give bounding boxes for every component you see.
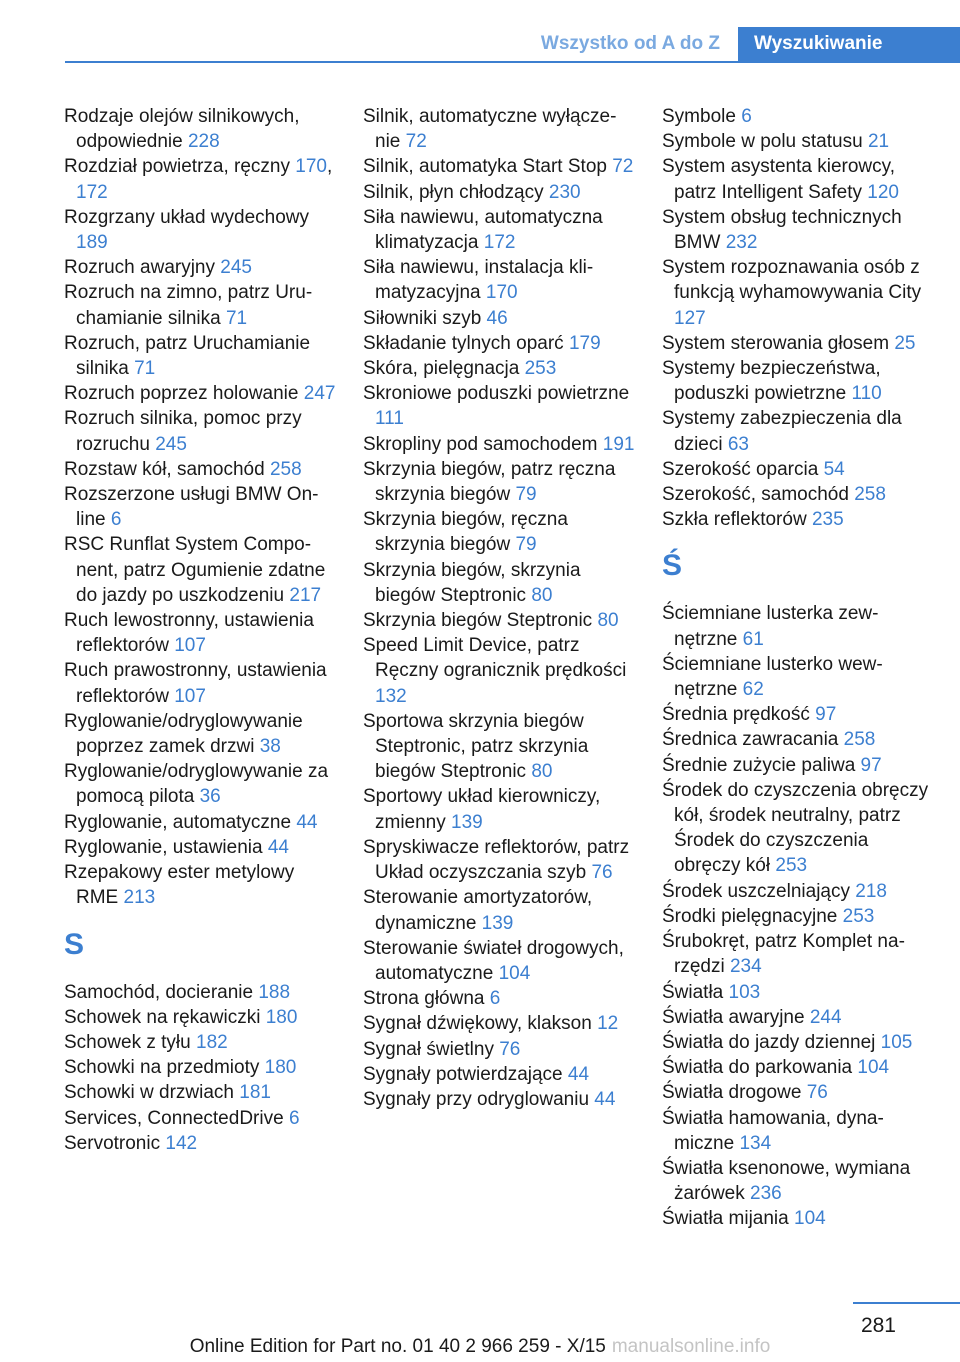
entry-term: Rodzaje olejów silnikowych, odpowiednie bbox=[64, 106, 300, 153]
entry-term: Środki pielęgnacyjne bbox=[662, 905, 838, 927]
page-link[interactable]: 232 bbox=[725, 232, 758, 254]
index-entry bbox=[64, 457, 336, 482]
index-entry bbox=[64, 1005, 336, 1030]
index-entry bbox=[363, 356, 635, 381]
entry-term: Servotronic bbox=[64, 1132, 161, 1154]
index-entry bbox=[363, 457, 635, 507]
entry-term: Skrzynia biegów, skrzynia biegów Steptronic bbox=[363, 559, 581, 606]
entry-term: Ryglowanie, automatyczne bbox=[64, 811, 292, 833]
index-entry bbox=[363, 709, 635, 785]
index-entry bbox=[64, 205, 336, 255]
page-link[interactable]: 104 bbox=[857, 1057, 890, 1079]
page-link[interactable]: 213 bbox=[123, 887, 156, 909]
entry-term: Światła awaryjne bbox=[662, 1006, 805, 1028]
page-link[interactable]: 21 bbox=[867, 131, 890, 153]
entry-term: Składanie tylnych oparć bbox=[363, 332, 564, 354]
index-entry bbox=[363, 180, 635, 205]
entry-term: Skrzynia biegów, ręczna skrzynia biegów bbox=[363, 509, 568, 556]
entry-term: Systemy zabezpieczenia dla dzieci bbox=[662, 408, 902, 455]
entry-term: Samochód, docieranie bbox=[64, 981, 254, 1003]
entry-term: Strona główna bbox=[363, 988, 485, 1010]
page-link[interactable]: 79 bbox=[515, 484, 537, 506]
page-link[interactable]: 61 bbox=[742, 628, 764, 650]
index-entry bbox=[363, 558, 635, 608]
page-link[interactable]: 97 bbox=[815, 704, 837, 726]
index-entry bbox=[64, 759, 336, 809]
index-entry bbox=[363, 104, 635, 154]
entry-term: Symbole bbox=[662, 106, 736, 127]
index-entry bbox=[662, 104, 934, 129]
page-link[interactable]: 46 bbox=[486, 307, 508, 329]
entry-term: Skrzynia biegów, patrz ręczna skrzynia biegów bbox=[363, 458, 616, 506]
page-link[interactable]: 76 bbox=[591, 862, 613, 884]
index-entry bbox=[363, 255, 635, 305]
index-entry bbox=[662, 980, 934, 1005]
page-link[interactable]: 253 bbox=[775, 855, 808, 877]
page-link[interactable]: 79 bbox=[515, 534, 537, 556]
entry-term: System obsług technicznych BMW bbox=[662, 206, 902, 254]
page-link[interactable]: 234 bbox=[729, 956, 762, 978]
watermark: manualsonline.info bbox=[611, 1336, 771, 1357]
entry-term: Skrzynia biegów Steptronic bbox=[363, 610, 593, 632]
index-entry bbox=[64, 835, 336, 860]
page-link[interactable]: 80 bbox=[531, 584, 553, 606]
footer-rule bbox=[853, 1302, 960, 1304]
index-entry bbox=[363, 205, 635, 255]
entry-term: Ruch prawostronny, ustawienia reflektorów bbox=[64, 660, 327, 707]
index-entry bbox=[64, 1080, 336, 1105]
index-entry bbox=[363, 1037, 635, 1062]
entry-term: Services, ConnectedDrive bbox=[64, 1107, 284, 1129]
index-entry bbox=[363, 306, 635, 331]
edition-note: Online Edition for Part no. 01 40 2 966 259 - X/15 bbox=[189, 1336, 606, 1357]
index-entry bbox=[662, 753, 934, 778]
page-link[interactable]: 139 bbox=[451, 811, 483, 833]
page-link[interactable]: 110 bbox=[851, 383, 882, 405]
index-entry bbox=[64, 1055, 336, 1080]
page-link[interactable]: 134 bbox=[739, 1132, 772, 1154]
page-link[interactable]: 172 bbox=[76, 181, 108, 203]
entry-term: Śrubokręt, patrz Komplet narzędzi bbox=[662, 931, 905, 978]
entry-term: Rozruch, patrz Uruchamianie silnika bbox=[64, 332, 311, 380]
index-entry bbox=[363, 608, 635, 633]
page-link[interactable]: 179 bbox=[568, 332, 601, 354]
page-link[interactable]: 104 bbox=[794, 1208, 826, 1230]
page-link[interactable]: 253 bbox=[524, 358, 557, 380]
index-entry bbox=[662, 205, 934, 255]
entry-term: Sygnały przy odryglowaniu bbox=[363, 1088, 590, 1110]
page-link[interactable]: 62 bbox=[742, 679, 764, 701]
page-link[interactable]: 6 bbox=[741, 106, 752, 127]
page-link[interactable]: 107 bbox=[174, 685, 206, 707]
page-link[interactable]: 72 bbox=[612, 156, 634, 178]
entry-term: System sterowania głosem bbox=[662, 332, 890, 354]
entry-term: Sygnał świetlny bbox=[363, 1038, 494, 1060]
entry-term: Skropliny pod samochodem bbox=[363, 433, 598, 455]
page-link[interactable]: 236 bbox=[750, 1183, 782, 1205]
section-letter: S bbox=[64, 927, 85, 961]
entry-term: Rozstaw kół, samochód bbox=[64, 458, 265, 480]
index-entry bbox=[64, 658, 336, 708]
index-entry bbox=[64, 980, 336, 1005]
index-entry bbox=[64, 1131, 336, 1156]
page-link[interactable]: 44 bbox=[567, 1063, 590, 1085]
page-link[interactable]: 188 bbox=[258, 981, 291, 1003]
entry-term: Rozdział powietrza, ręczny bbox=[64, 156, 290, 178]
index-entry bbox=[363, 784, 635, 834]
entry-term: Rozgrzany układ wydechowy bbox=[64, 206, 310, 228]
index-entry bbox=[662, 778, 934, 879]
entry-term: Ściemniane lusterka zewnętrzne bbox=[662, 603, 879, 650]
index-entry bbox=[662, 904, 934, 929]
index-entry bbox=[363, 1062, 635, 1087]
page-link[interactable]: 54 bbox=[823, 458, 845, 480]
page-link[interactable]: 181 bbox=[239, 1082, 271, 1104]
index-entry bbox=[662, 652, 934, 702]
entry-term: Rozszerzone usługi BMW Online bbox=[64, 484, 319, 531]
entry-term: Sterowanie świateł drogowych, automatyczne bbox=[363, 937, 624, 984]
page-link[interactable]: 120 bbox=[867, 181, 899, 203]
index-entry bbox=[662, 482, 934, 507]
page-link[interactable]: 71 bbox=[225, 307, 248, 329]
page-link[interactable]: 80 bbox=[597, 610, 619, 632]
entry-term: Szerokość, samochód bbox=[662, 484, 849, 506]
entry-term: Ryglowanie/odryglowywanie poprzez zamek drzwi bbox=[64, 710, 303, 758]
page-link[interactable]: 245 bbox=[220, 257, 252, 279]
index-entry bbox=[363, 154, 635, 179]
index-entry bbox=[363, 331, 635, 356]
index-entry bbox=[363, 1087, 635, 1112]
page-link[interactable]: 36 bbox=[199, 786, 221, 808]
index-entry bbox=[662, 129, 934, 154]
entry-term: Siła nawiewu, automatyczna klimatyzacja bbox=[363, 206, 603, 254]
entry-term: Średnia prędkość bbox=[662, 704, 810, 726]
page-link[interactable]: 245 bbox=[155, 433, 187, 455]
entry-term: Ściemniane lusterko wewnętrzne bbox=[662, 653, 883, 701]
index-entry bbox=[64, 255, 336, 280]
page-link[interactable]: 25 bbox=[894, 332, 916, 354]
index-entry bbox=[64, 406, 336, 456]
entry-term: Światła bbox=[662, 981, 724, 1003]
index-entry bbox=[662, 1030, 934, 1055]
page-link[interactable]: 180 bbox=[264, 1057, 297, 1079]
entry-term: Światła do jazdy dziennej bbox=[662, 1031, 876, 1053]
page-link[interactable]: 235 bbox=[811, 509, 844, 531]
index-entry bbox=[662, 356, 934, 406]
index-entry bbox=[662, 255, 934, 331]
index-entry bbox=[363, 936, 635, 986]
index-entry bbox=[64, 608, 336, 658]
entry-term: Światła ksenonowe, wymiana żarówek bbox=[662, 1157, 911, 1205]
page-link[interactable]: 97 bbox=[860, 754, 882, 776]
index-entry bbox=[64, 709, 336, 759]
index-entry bbox=[64, 104, 336, 154]
entry-term: Światła mijania bbox=[662, 1208, 789, 1230]
page-link[interactable]: 191 bbox=[602, 433, 635, 455]
entry-term: RSC Runflat System Component, patrz Ogumienie zdatne do jazdy po uszkodzeniu bbox=[64, 534, 326, 606]
page-link[interactable]: 258 bbox=[269, 458, 302, 480]
page-link[interactable]: 71 bbox=[134, 358, 156, 380]
entry-term: Speed Limit Device, patrz Ręczny ogranicznik prędkości bbox=[363, 635, 627, 682]
entry-term: Światła drogowe bbox=[662, 1082, 802, 1104]
entry-term: Światła do parkowania bbox=[662, 1057, 853, 1079]
index-entry bbox=[662, 457, 934, 482]
section-tab-search[interactable]: Wyszukiwanie bbox=[738, 27, 960, 61]
page-link[interactable]: 127 bbox=[674, 307, 706, 329]
page-link[interactable]: 142 bbox=[165, 1132, 198, 1154]
index-entry bbox=[662, 1005, 934, 1030]
entry-term: Średnie zużycie paliwa bbox=[662, 754, 856, 776]
index-entry bbox=[363, 835, 635, 885]
page-link[interactable]: 258 bbox=[843, 729, 876, 751]
index-entry bbox=[662, 702, 934, 727]
page-link[interactable]: 180 bbox=[265, 1006, 298, 1028]
page-link[interactable]: 170 bbox=[295, 156, 327, 178]
entry-term: Ruch lewostronny, ustawienia reflektorów bbox=[64, 610, 314, 657]
page-link[interactable]: 253 bbox=[842, 905, 875, 927]
page-link[interactable]: 44 bbox=[594, 1088, 616, 1110]
entry-term: Rozruch poprzez holowanie bbox=[64, 383, 299, 405]
page-link[interactable]: 247 bbox=[303, 383, 336, 405]
entry-term: Rozruch na zimno, patrz Uruchamianie silnika bbox=[64, 282, 313, 329]
index-entry: Rozdział powietrza, ręczny 170, 172 bbox=[64, 156, 333, 203]
index-entry bbox=[64, 810, 336, 835]
index-entry bbox=[363, 1011, 635, 1036]
index-entry bbox=[64, 482, 336, 532]
entry-term: Schowki na przedmioty bbox=[64, 1057, 260, 1079]
page-link[interactable]: 218 bbox=[855, 880, 887, 902]
entry-term: Sterowanie amortyzatorów, dynamiczne bbox=[363, 887, 593, 934]
page-link[interactable]: 172 bbox=[483, 232, 516, 254]
footer bbox=[0, 1336, 960, 1358]
index-entry bbox=[64, 860, 336, 910]
entry-term: Ryglowanie, ustawienia bbox=[64, 836, 263, 858]
entry-term: Średnica zawracania bbox=[662, 729, 839, 751]
page-link[interactable]: 76 bbox=[806, 1082, 828, 1104]
page-link[interactable]: 12 bbox=[597, 1013, 619, 1035]
entry-term: Skóra, pielęgnacja bbox=[363, 358, 520, 380]
page-link[interactable]: 230 bbox=[548, 181, 581, 203]
page-link[interactable]: 76 bbox=[499, 1038, 521, 1060]
page-link[interactable]: 139 bbox=[481, 912, 514, 934]
entry-term: Silnik, automatyczne wyłączenie bbox=[363, 106, 617, 153]
page-link[interactable]: 228 bbox=[187, 131, 220, 153]
page-link[interactable]: 189 bbox=[76, 232, 108, 254]
index-entry bbox=[662, 929, 934, 979]
entry-term: Ryglowanie/odryglowywanie za pomocą pilota bbox=[64, 761, 329, 808]
entry-term: Silnik, automatyka Start Stop bbox=[363, 156, 607, 178]
index-entry bbox=[64, 381, 336, 406]
index-entry bbox=[662, 1156, 934, 1206]
page-header bbox=[65, 27, 960, 63]
index-entry bbox=[662, 154, 934, 204]
entry-term: Szkła reflektorów bbox=[662, 509, 807, 531]
index-entry bbox=[363, 432, 635, 457]
index-entry bbox=[662, 507, 934, 532]
index-entry bbox=[662, 331, 934, 356]
page-link[interactable]: 80 bbox=[531, 761, 553, 783]
index-entry bbox=[662, 727, 934, 752]
index-entry bbox=[363, 633, 635, 709]
index-entry bbox=[662, 406, 934, 456]
page-link[interactable]: 44 bbox=[296, 811, 318, 833]
page-link[interactable]: 103 bbox=[728, 981, 761, 1003]
index-entry bbox=[662, 879, 934, 904]
index-entry bbox=[662, 1055, 934, 1080]
entry-term: Schowek z tyłu bbox=[64, 1031, 191, 1053]
index-column-2 bbox=[363, 104, 635, 1112]
page-link[interactable]: 258 bbox=[854, 484, 886, 506]
page-link[interactable]: 244 bbox=[809, 1006, 842, 1028]
entry-term: Rozruch awaryjny bbox=[64, 257, 215, 279]
index-entry bbox=[662, 1106, 934, 1156]
page-link[interactable]: 63 bbox=[727, 433, 749, 455]
entry-term: Symbole w polu statusu bbox=[662, 131, 863, 153]
page-link[interactable]: 132 bbox=[375, 685, 407, 707]
index-entry bbox=[363, 381, 635, 431]
entry-term: Sportowa skrzynia biegów Steptronic, patrz skrzynia biegów Steptronic bbox=[363, 710, 589, 783]
index-entry bbox=[363, 885, 635, 935]
section-letter: Ś bbox=[662, 549, 683, 583]
page-link[interactable]: 107 bbox=[174, 635, 206, 657]
entry-term: Spryskiwacze reflektorów, patrz Układ oczyszczania szyb bbox=[363, 836, 630, 884]
page-link[interactable]: 6 bbox=[288, 1107, 300, 1129]
page-link[interactable]: 182 bbox=[196, 1031, 228, 1053]
page-link[interactable]: 217 bbox=[289, 584, 322, 606]
index-entry bbox=[64, 280, 336, 330]
page-link[interactable]: 6 bbox=[110, 509, 122, 531]
index-entry bbox=[662, 1080, 934, 1105]
page-link[interactable]: 105 bbox=[880, 1031, 913, 1053]
page-link[interactable]: 104 bbox=[498, 962, 531, 984]
entry-term: Skroniowe poduszki powietrzne bbox=[363, 383, 630, 405]
section-tab-a-to-z[interactable]: Wszystko od A do Z bbox=[540, 33, 720, 54]
index-entry bbox=[64, 1106, 336, 1131]
entry-term: Szerokość oparcia bbox=[662, 458, 819, 480]
entry-term: Silnik, płyn chłodzący bbox=[363, 181, 544, 203]
index-entry bbox=[662, 1206, 934, 1231]
page-link[interactable]: 170 bbox=[485, 282, 518, 304]
index-column-1 bbox=[64, 104, 336, 1156]
index-entry bbox=[64, 532, 336, 608]
entry-term: Sygnał dźwiękowy, klakson bbox=[363, 1013, 592, 1035]
index-entry bbox=[64, 331, 336, 381]
entry-term: Sygnały potwierdzające bbox=[363, 1063, 563, 1085]
index-entry bbox=[64, 1030, 336, 1055]
entry-term: Środek uszczelniający bbox=[662, 880, 850, 902]
entry-term: Sportowy układ kierowniczy, zmienny bbox=[363, 786, 601, 833]
page-link[interactable]: 111 bbox=[375, 408, 404, 430]
entry-term: System rozpoznawania osób z funkcją wyhamowywania City bbox=[662, 257, 922, 304]
index-column-3 bbox=[662, 104, 934, 1232]
entry-term: Światła hamowania, dynamiczne bbox=[662, 1107, 884, 1154]
entry-term: Schowek na rękawiczki bbox=[64, 1006, 261, 1028]
page-link[interactable]: 72 bbox=[405, 131, 427, 153]
entry-term: Schowki w drzwiach bbox=[64, 1082, 234, 1104]
page-link[interactable]: 44 bbox=[267, 836, 289, 858]
page-number: 281 bbox=[860, 1314, 896, 1337]
entry-term: Systemy bezpieczeństwa, poduszki powietrzne bbox=[662, 358, 881, 405]
index-entry bbox=[662, 601, 934, 651]
entry-term: Rozruch silnika, pomoc przy rozruchu bbox=[64, 408, 302, 455]
entry-term: System asystenta kierowcy, patrz Intelligent Safety bbox=[662, 156, 896, 203]
entry-term: Siła nawiewu, instalacja klimatyzacyjna bbox=[363, 257, 594, 304]
page-link[interactable]: 6 bbox=[489, 988, 501, 1010]
index-entry bbox=[363, 507, 635, 557]
index-entry bbox=[363, 986, 635, 1011]
entry-term: Rzepakowy ester metylowy RME bbox=[64, 862, 295, 909]
entry-term: Siłowniki szyb bbox=[363, 307, 482, 329]
entry-term: Środek do czyszczenia obręczy kół, środek neutralny, patrz Środek do czyszczenia obręczy kół bbox=[662, 779, 929, 877]
page-link[interactable]: 38 bbox=[259, 736, 281, 758]
